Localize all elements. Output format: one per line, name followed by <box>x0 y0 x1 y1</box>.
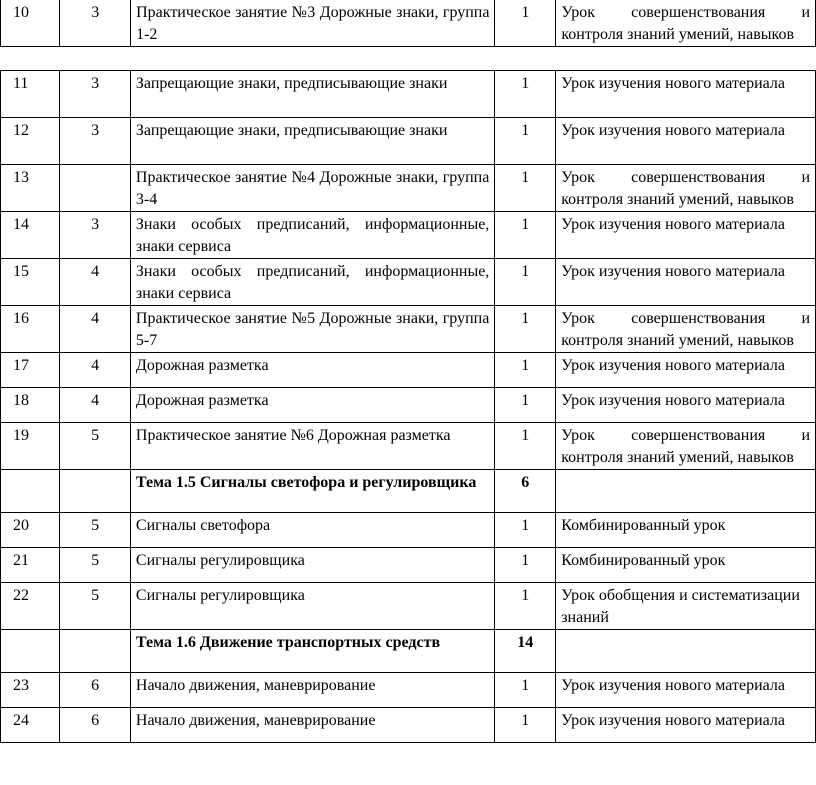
lesson-hours: 1 <box>495 513 556 548</box>
table-row <box>1 212 816 259</box>
lesson-type <box>556 71 816 118</box>
lesson-type <box>556 212 816 259</box>
table-row <box>1 0 816 47</box>
week-number: 5 <box>60 423 131 470</box>
lesson-topic: Запрещающие знаки, предписывающие знаки <box>130 118 494 165</box>
lesson-number: 22 <box>1 583 60 630</box>
lesson-number: 20 <box>1 513 60 548</box>
lesson-hours: 1 <box>495 306 556 353</box>
lesson-type <box>556 548 816 583</box>
table-row <box>1 583 816 630</box>
lesson-number: 17 <box>1 353 60 388</box>
lesson-topic: Практическое занятие №4 Дорожные знаки, группа 3-4 <box>130 165 494 212</box>
topic-heading: Тема 1.5 Сигналы светофора и регулировщика <box>130 470 494 513</box>
lesson-topic: Практическое занятие №3 Дорожные знаки, группа 1-2 <box>131 0 495 47</box>
lesson-topic: Знаки особых предписаний, информационные, знаки сервиса <box>130 212 494 259</box>
lesson-hours: 1 <box>495 583 556 630</box>
lesson-hours: 1 <box>495 118 556 165</box>
lesson-type-line1: Урок совершенствования и <box>561 310 810 327</box>
table-row <box>1 118 816 165</box>
week-number: 5 <box>60 513 131 548</box>
lesson-topic: Дорожная разметка <box>130 353 494 388</box>
lesson-number: 15 <box>1 259 60 306</box>
lesson-type <box>556 353 816 388</box>
lesson-number: 14 <box>1 212 60 259</box>
week-number: 3 <box>60 0 131 47</box>
table-row <box>1 548 816 583</box>
week-number: 6 <box>60 673 131 708</box>
lesson-topic: Сигналы регулировщика <box>130 548 494 583</box>
lesson-hours: 1 <box>495 673 556 708</box>
lesson-hours: 1 <box>495 0 556 47</box>
lesson-number: 18 <box>1 388 60 423</box>
lesson-type-line2: знаний <box>561 609 609 626</box>
lesson-type <box>556 118 816 165</box>
week-number <box>60 630 131 673</box>
lesson-number: 24 <box>1 708 60 743</box>
lesson-type-text: Урок изучения нового материала <box>561 75 785 92</box>
table-row <box>1 673 816 708</box>
lesson-type <box>556 388 816 423</box>
lesson-hours: 1 <box>495 548 556 583</box>
lesson-type-line1: Урок совершенствования и <box>561 4 810 21</box>
week-number <box>60 165 131 212</box>
lesson-topic: Начало движения, маневрирование <box>130 708 494 743</box>
lesson-type-text: Урок изучения нового материала <box>561 392 785 409</box>
lesson-hours: 1 <box>495 388 556 423</box>
table-row <box>1 388 816 423</box>
lesson-type-text: Урок изучения нового материала <box>561 357 785 374</box>
lesson-type <box>556 673 816 708</box>
lesson-type <box>556 708 816 743</box>
lesson-type-text: Урок изучения нового материала <box>561 122 785 139</box>
lesson-topic: Сигналы светофора <box>130 513 494 548</box>
week-number <box>60 470 131 513</box>
lesson-type-line2: контроля знаний умений, навыков <box>561 26 795 43</box>
lesson-type <box>556 470 816 513</box>
lesson-type-line2: контроля знаний умений, навыков <box>561 332 794 349</box>
week-number: 6 <box>60 708 131 743</box>
table-row <box>1 353 816 388</box>
lesson-topic: Дорожная разметка <box>130 388 494 423</box>
lesson-type-line2: контроля знаний умений, навыков <box>561 191 794 208</box>
lesson-type <box>556 423 816 470</box>
table-row <box>1 513 816 548</box>
lesson-topic: Начало движения, маневрирование <box>130 673 494 708</box>
lesson-hours: 1 <box>495 708 556 743</box>
lesson-type-text: Комбинированный урок <box>561 552 726 569</box>
week-number: 3 <box>60 71 131 118</box>
week-number: 5 <box>60 548 131 583</box>
table-row <box>1 71 816 118</box>
lesson-hours: 1 <box>495 259 556 306</box>
lesson-number: 10 <box>1 0 60 47</box>
topic-heading: Тема 1.6 Движение транспортных средств <box>130 630 494 673</box>
lesson-number: 11 <box>1 71 60 118</box>
lesson-hours: 1 <box>495 423 556 470</box>
topic-hours: 14 <box>495 630 556 673</box>
lesson-type <box>556 630 816 673</box>
table-row <box>1 165 816 212</box>
lesson-topic: Практическое занятие №5 Дорожные знаки, группа 5-7 <box>130 306 494 353</box>
table-row <box>1 306 816 353</box>
week-number: 4 <box>60 388 131 423</box>
lesson-type-text: Комбинированный урок <box>561 517 726 534</box>
week-number: 3 <box>60 212 131 259</box>
lesson-topic: Знаки особых предписаний, информационные, знаки сервиса <box>130 259 494 306</box>
lesson-type <box>556 0 816 47</box>
lesson-hours: 1 <box>495 71 556 118</box>
topic-header-row <box>1 470 816 513</box>
lesson-number: 23 <box>1 673 60 708</box>
lesson-type-text: Урок изучения нового материала <box>561 677 785 694</box>
lesson-hours: 1 <box>495 212 556 259</box>
lesson-type <box>556 165 816 212</box>
week-number: 4 <box>60 306 131 353</box>
lesson-type-line1: Урок совершенствования и <box>561 169 810 186</box>
lesson-number: 19 <box>1 423 60 470</box>
topic-hours: 6 <box>495 470 556 513</box>
lesson-type <box>556 306 816 353</box>
table-row <box>1 423 816 470</box>
lesson-type <box>556 259 816 306</box>
week-number: 3 <box>60 118 131 165</box>
week-number: 4 <box>60 353 131 388</box>
schedule-table <box>0 70 816 743</box>
lesson-type-line2: контроля знаний умений, навыков <box>561 449 794 466</box>
lesson-type-line1: Урок совершенствования и <box>561 427 810 444</box>
schedule-table-top <box>0 0 816 47</box>
week-number: 5 <box>60 583 131 630</box>
table-row <box>1 259 816 306</box>
lesson-number <box>1 630 60 673</box>
lesson-topic: Сигналы регулировщика <box>130 583 494 630</box>
week-number: 4 <box>60 259 131 306</box>
lesson-type-text: Урок изучения нового материала <box>561 263 785 280</box>
topic-header-row <box>1 630 816 673</box>
lesson-topic: Практическое занятие №6 Дорожная разметка <box>130 423 494 470</box>
table-row <box>1 708 816 743</box>
lesson-type-line1: Урок обобщения и систематизации <box>561 587 800 604</box>
lesson-type <box>556 513 816 548</box>
lesson-type-text: Урок изучения нового материала <box>561 712 785 729</box>
lesson-number: 21 <box>1 548 60 583</box>
lesson-hours: 1 <box>495 165 556 212</box>
lesson-type <box>556 583 816 630</box>
lesson-number: 13 <box>1 165 60 212</box>
lesson-number <box>1 470 60 513</box>
lesson-type-text: Урок изучения нового материала <box>561 216 785 233</box>
lesson-hours: 1 <box>495 353 556 388</box>
lesson-number: 16 <box>1 306 60 353</box>
lesson-topic: Запрещающие знаки, предписывающие знаки <box>130 71 494 118</box>
lesson-number: 12 <box>1 118 60 165</box>
